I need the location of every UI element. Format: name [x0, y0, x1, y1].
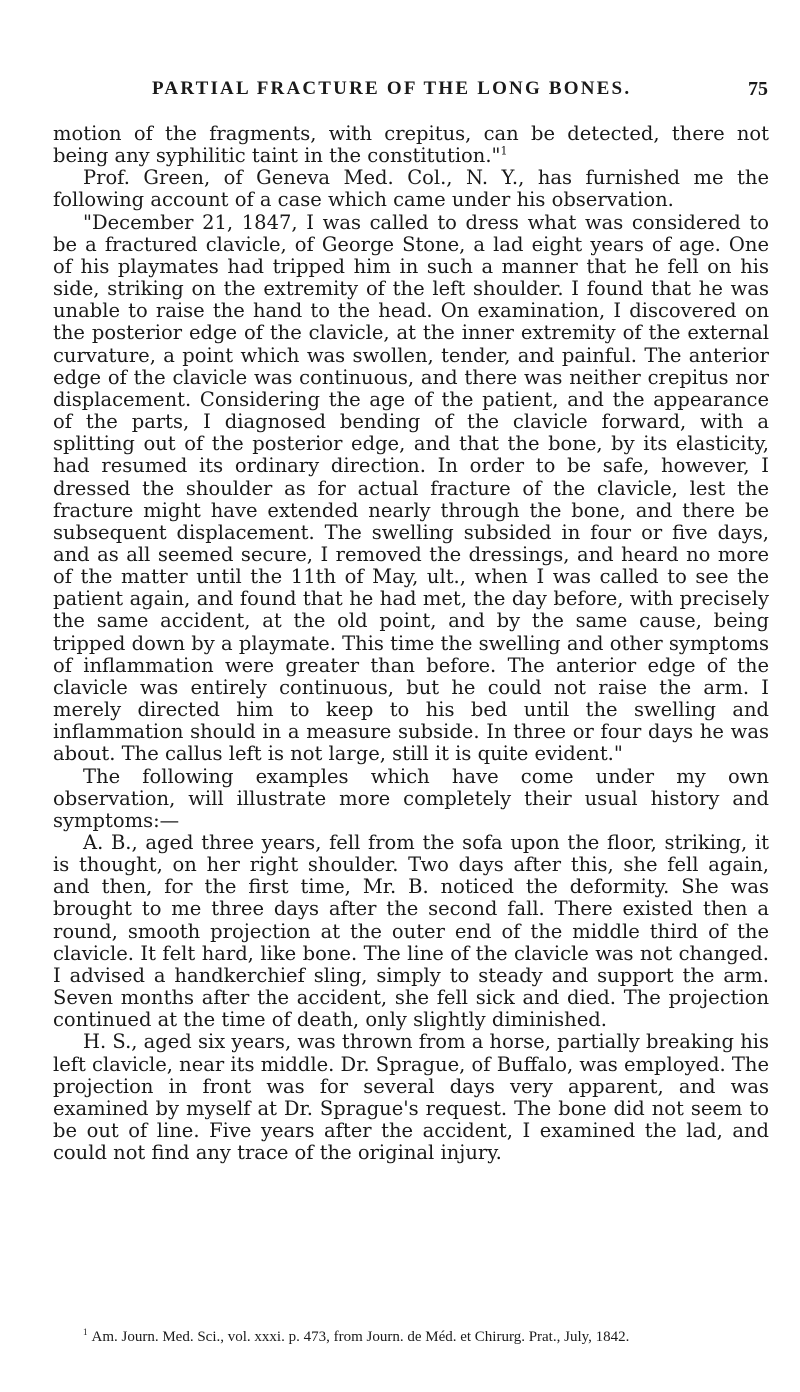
running-head [152, 76, 768, 102]
body-text [53, 123, 769, 1164]
paragraph-text: motion of the fragments, with crepitus, can be detected, there not being any syphilitic taint in the constitution." [53, 122, 769, 168]
footnote [53, 1328, 769, 1346]
paragraph-case-ab: A. B., aged three years, fell from the sofa upon the floor, striking, it is thought, on her right shoulder. Two days after this, she fell again, and then, for the first time, Mr. B. noticed the deformity. She was brought to me three days after the second fall. There existed then a round, smooth projection at the outer end of the middle third of the clavicle. It felt hard, like bone. The line of the clavicle was not changed. I advised a handkerchief sling, simply to steady and support the arm. Seven months after the accident, she fell sick and died. The projection continued at the time of death, only slightly diminished. [53, 831, 769, 1032]
paragraph-quoted-case: "December 21, 1847, I was called to dress what was considered to be a fractured clavicle, of George Stone, a lad eight years of age. One of his playmates had tripped him in such a manner that he fell on his side, striking on the extremity of the left shoulder. I found that he was unable to raise the hand to the head. On examination, I discovered on the posterior edge of the clavicle, at the inner extremity of the external curvature, a point which was swollen, tender, and painful. The anterior edge of the clavicle was continuous, and there was neither crepitus nor displacement. Considering the age of the patient, and the appearance of the parts, I diagnosed bending of the clavicle forward, with a splitting out of the posterior edge, and that the bone, by its elasticity, had resumed its ordinary direction. In order to be safe, however, I dressed the shoulder as for actual fracture of the clavicle, lest the fracture might have extended nearly through the bone, and there be subsequent displacement. The swelling subsided in four or five days, and as all seemed secure, I removed the dressings, and heard no more of the matter until the 11th of May, ult., when I was called to see the patient again, and found that he had met, the day before, with precisely the same accident, at the old point, and by the same cause, being tripped down by a playmate. This time the swelling and other symptoms of inflammation were greater than before. The anterior edge of the clavicle was entirely continuous, but he could not raise the arm. I merely directed him to keep to his bed until the swelling and inflammation should in a measure subside. In three or four days he was about. The callus left is not large, still it is quite evident." [53, 210, 769, 766]
footnote-reference: 1 [500, 144, 508, 158]
paragraph: Prof. Green, of Geneva Med. Col., N. Y., has furnished me the following account of a case which came under his observation. [53, 166, 769, 212]
paragraph-case-hs: H. S., aged six years, was thrown from a horse, partially breaking his left clavicle, near its middle. Dr. Sprague, of Buffalo, was employed. The projection in front was for several days very apparent, and was examined by myself at Dr. Sprague's request. The bone did not seem to be out of line. Five years after the accident, I examined the lad, and could not find any trace of the original injury. [53, 1030, 770, 1165]
paragraph-continuation [53, 123, 769, 167]
footnote-mark: 1 [83, 1327, 88, 1337]
footnote-text: Am. Journ. Med. Sci., vol. xxxi. p. 473, from Journ. de Méd. et Chirurg. Prat., July, 1842. [91, 1329, 630, 1345]
page-number: 75 [748, 78, 768, 100]
paragraph: The following examples which have come under my own observation, will illustrate more completely their usual history and symptoms:— [53, 764, 769, 832]
running-title: PARTIAL FRACTURE OF THE LONG BONES. [152, 78, 632, 99]
